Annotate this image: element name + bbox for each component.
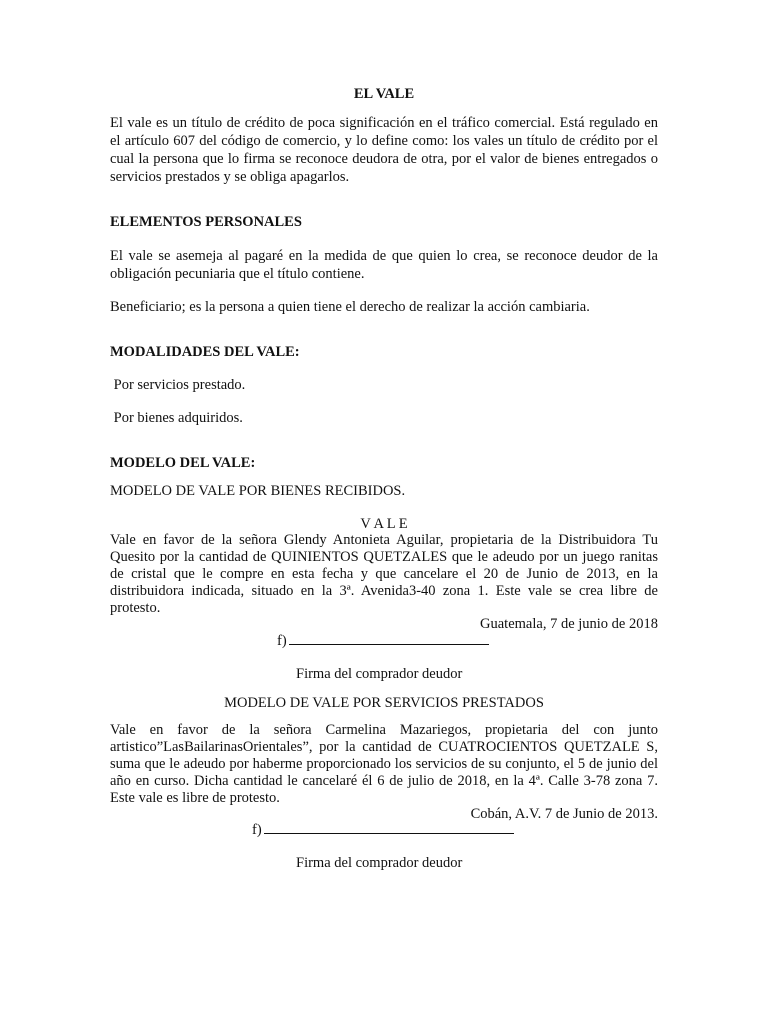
signature-prefix: f): [252, 822, 262, 838]
signature-rule: [264, 821, 514, 834]
signature-rule: [289, 632, 489, 645]
heading-modelo-del-vale: MODELO DEL VALE:: [110, 455, 256, 471]
document-title: EL VALE: [353, 86, 415, 102]
subheading-bienes-recibidos: MODELO DE VALE POR BIENES RECIBIDOS.: [110, 483, 406, 499]
signature-prefix: f): [277, 633, 287, 649]
modalidad-item: Por servicios prestado.: [110, 377, 246, 393]
vale2-signature-line: [252, 821, 514, 839]
vale1-place-date: Guatemala, 7 de junio de 2018: [480, 616, 658, 632]
vale1-signature-caption: Firma del comprador deudor: [296, 665, 463, 682]
heading-modalidades: MODALIDADES DEL VALE:: [110, 344, 300, 360]
intro-paragraph: El vale es un título de crédito de poca significación en el tráfico comercial. Está regulado en el artículo 607 del código de comercio, y lo define como: los vales un título de crédito por el cual la persona que lo firma se reconoce deudora de otra, por el valor de bienes entregados o servicios prestados y se obliga apagarlos.: [110, 115, 658, 185]
vale1-signature-line: [277, 632, 489, 650]
beneficiario-paragraph: Beneficiario; es la persona a quien tiene el derecho de realizar la acción cambiaria.: [110, 299, 590, 315]
vale2-place-date: Cobán, A.V. 7 de Junio de 2013.: [470, 806, 658, 822]
subheading-servicios-prestados: MODELO DE VALE POR SERVICIOS PRESTADOS: [224, 695, 544, 711]
vale2-body: Vale en favor de la señora Carmelina Mazariegos, propietaria del con junto artistico”LasBailarinasOrientales”, por la cantidad de CUATROCIENTOS QUETZALE S, suma que le adeudo por haberme proporcionado los servicios de su conjunto, el 5 de junio del año en curso. Dicha cantidad le cancelaré él 6 de julio de 2018, en la 4ª. Calle 3-78 zona 7. Este vale es libre de protesto.: [110, 722, 658, 806]
vale2-signature-caption: Firma del comprador deudor: [296, 854, 463, 871]
personales-paragraph: El vale se asemeja al pagaré en la medida de que quien lo crea, se reconoce deudor de la obligación pecuniaria que el título contiene.: [110, 248, 658, 282]
modalidad-item: Por bienes adquiridos.: [110, 410, 243, 426]
vale-title: V A L E: [360, 516, 408, 532]
heading-elementos-personales: ELEMENTOS PERSONALES: [110, 214, 302, 230]
vale1-body: Vale en favor de la señora Glendy Antonieta Aguilar, propietaria de la Distribuidora Tu Quesito por la cantidad de QUINIENTOS QUETZALES que le adeudo por un juego ranitas de cristal que le compre en esta fecha y que cancelare el 20 de Junio de 2013, en la distribuidora indicada, situado en la 3ª. Avenida3-40 zona 1. Este vale se crea libre de protesto.: [110, 532, 658, 616]
